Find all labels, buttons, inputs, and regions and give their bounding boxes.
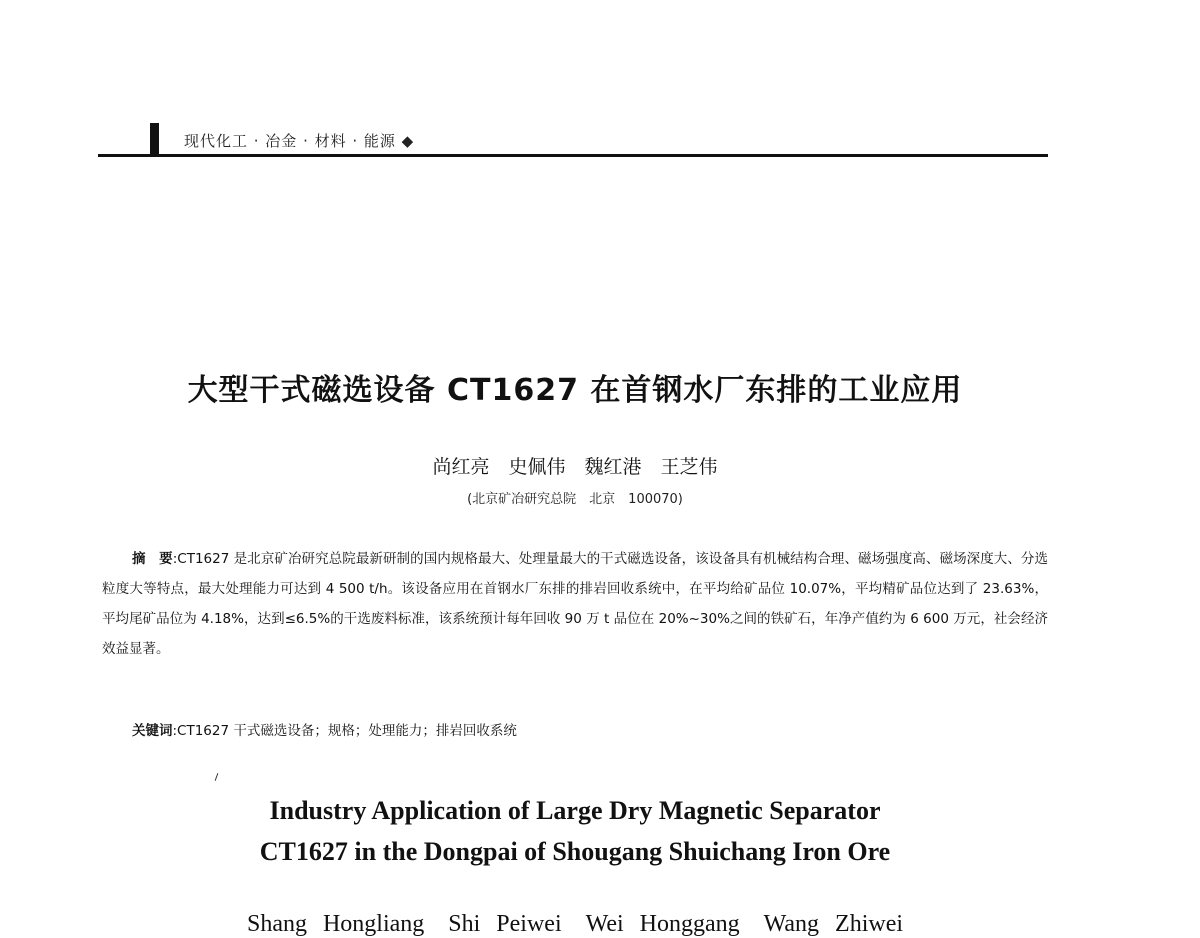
title-english [0,790,1150,872]
keywords-text: :CT1627 干式磁选设备；规格；处理能力；排岩回收系统 [172,723,517,739]
abstract-text: :CT1627 是北京矿冶研究总院最新研制的国内规格最大、处理量最大的干式磁选设备，该设备具有机械结构合理、磁场强度高、磁场深度大、分选粒度大等特点，最大处理能力可达到 4 500 t/h。该设备应用在首钢水厂东排的排岩回收系统中，在平均给矿品位 10.07%，平均精矿品位达到了 23.63%，平均尾矿品位为 4.18%，达到≤6.5%的干选废料标准，该系统预计每年回收 90 万 t 品位在 20%~30%之间的铁矿石，年净产值约为 6 600 万元，社会经济效益显著。 [102,551,1049,657]
title-english-line-2: CT1627 in the Dongpai of Shougang Shuichang Iron Ore [259,837,891,866]
header-bar-mark [150,123,159,155]
abstract [102,544,1048,664]
stray-mark [215,773,219,781]
header-rule [98,154,1048,157]
affiliation-chinese: (北京矿冶研究总院 北京 100070) [467,492,683,507]
keywords [132,719,1032,739]
abstract-label: 摘 要 [132,551,173,567]
authors-chinese: 尚红亮 史佩伟 魏红港 王芝伟 [432,456,718,478]
title-chinese: 大型干式磁选设备 CT1627 在首钢水厂东排的工业应用 [187,373,963,408]
keywords-label: 关键词 [132,723,173,739]
title-english-line-1: Industry Application of Large Dry Magnetic Separator [269,796,881,825]
running-header-text: 现代化工 · 冶金 · 材料 · 能源 ◆ [184,132,415,150]
authors-english: Shang Hongliang Shi Peiwei Wei Honggang Wang Zhiwei [246,911,904,937]
running-header [98,120,1048,158]
